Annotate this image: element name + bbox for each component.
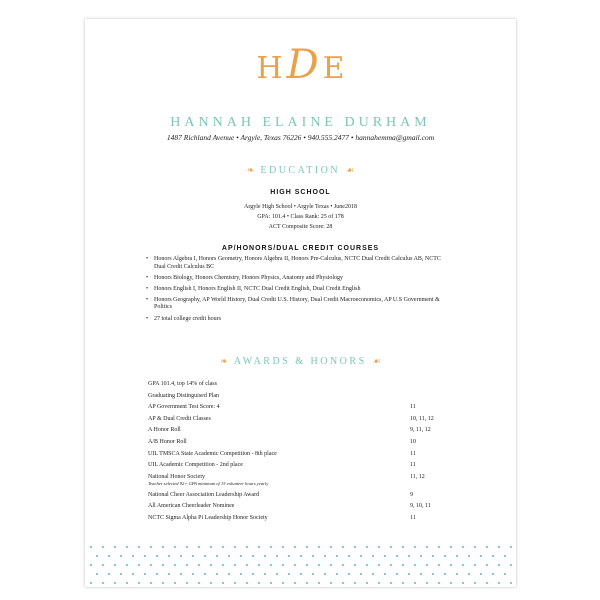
awards-title: AWARDS & HONORS [233, 356, 367, 367]
award-label: AP & Dual Credit Classes [148, 415, 211, 422]
bullet-icon: • [146, 274, 149, 281]
dot [246, 564, 248, 566]
dot [450, 564, 452, 566]
dot [366, 546, 368, 548]
bullet-icon: • [146, 315, 149, 322]
dot [498, 564, 500, 566]
dot [342, 546, 344, 548]
dot [342, 564, 344, 566]
dot [264, 573, 266, 575]
dot [150, 582, 152, 584]
dot [252, 573, 254, 575]
dot [474, 564, 476, 566]
dot [414, 546, 416, 548]
dot [318, 564, 320, 566]
dot [276, 573, 278, 575]
dot [354, 564, 356, 566]
dot [360, 555, 362, 557]
dot-pattern-footer [85, 544, 516, 587]
dot [324, 555, 326, 557]
award-label: A/B Honor Roll [148, 438, 187, 445]
dot [288, 573, 290, 575]
dot [180, 555, 182, 557]
award-label: GPA 101.4, top 14% of class [148, 381, 217, 387]
award-row [148, 515, 458, 527]
dot [318, 546, 320, 548]
dot [186, 582, 188, 584]
award-years: 10 [410, 438, 416, 445]
dot [96, 573, 98, 575]
award-row [148, 381, 458, 393]
monogram-right: E [322, 51, 345, 86]
dot [108, 555, 110, 557]
dot [390, 564, 392, 566]
bullet-icon: • [146, 285, 149, 292]
high-school-title: HIGH SCHOOL [270, 189, 331, 196]
dot [408, 555, 410, 557]
awards-heading [85, 356, 516, 367]
dot [468, 573, 470, 575]
award-row [148, 404, 458, 416]
dot [222, 546, 224, 548]
dot [294, 582, 296, 584]
dot [450, 582, 452, 584]
dot [420, 573, 422, 575]
dot [396, 555, 398, 557]
award-label: AP Government Test Score: 4 [148, 404, 220, 411]
dot [378, 582, 380, 584]
dot [162, 546, 164, 548]
high-school-line: Argyle High School • Argyle Texas • June2018 [244, 204, 357, 210]
dot [504, 555, 506, 557]
dot [114, 564, 116, 566]
dot [414, 564, 416, 566]
award-row [148, 393, 458, 405]
dot [138, 582, 140, 584]
dot [96, 555, 98, 557]
dot [438, 564, 440, 566]
dot [312, 573, 314, 575]
monogram-middle: D [286, 42, 319, 88]
dot [444, 555, 446, 557]
dot [312, 555, 314, 557]
dot [168, 573, 170, 575]
list-item: • Honors Algebra I, Honors Geometry, Honors Algebra II, Honors Pre-Calculus, NCTC Dual Credit Calculus AB, NCTC Dual Credit Calculus BC [146, 256, 441, 270]
dot [492, 555, 494, 557]
dot [258, 564, 260, 566]
dot [126, 546, 128, 548]
award-years: 9, 10, 11 [410, 503, 431, 510]
dot [210, 546, 212, 548]
dot [510, 582, 512, 584]
dot [480, 555, 482, 557]
dot [456, 573, 458, 575]
dot [162, 582, 164, 584]
dot [456, 555, 458, 557]
dot [156, 555, 158, 557]
dot [432, 573, 434, 575]
award-label: National Honor Society [148, 473, 205, 480]
high-school-line: GPA: 101.4 • Class Rank: 25 of 178 [257, 214, 344, 220]
dot [474, 582, 476, 584]
dot [120, 555, 122, 557]
award-row [148, 451, 458, 463]
dot [498, 582, 500, 584]
dot [270, 582, 272, 584]
dot [366, 564, 368, 566]
dot [120, 573, 122, 575]
dot [246, 546, 248, 548]
dot [414, 582, 416, 584]
award-row [148, 427, 458, 439]
dot [342, 582, 344, 584]
dot [378, 564, 380, 566]
dot [306, 564, 308, 566]
dot [144, 555, 146, 557]
award-row [148, 416, 458, 428]
dot [138, 564, 140, 566]
award-years: 11 [410, 462, 416, 469]
dot [126, 564, 128, 566]
dot [114, 546, 116, 548]
dot [462, 564, 464, 566]
ornament-left-icon: ❧ [220, 356, 228, 366]
dot [402, 546, 404, 548]
list-item: • 27 total college credit hours [146, 315, 221, 322]
dot [474, 546, 476, 548]
dot [330, 582, 332, 584]
dot [186, 546, 188, 548]
dot [510, 564, 512, 566]
dot [486, 564, 488, 566]
dot [210, 564, 212, 566]
dot [222, 582, 224, 584]
dot [294, 564, 296, 566]
award-row [148, 474, 458, 492]
award-years: 11, 12 [410, 473, 425, 480]
dot [228, 573, 230, 575]
dot [222, 564, 224, 566]
monogram [85, 42, 516, 88]
dot [156, 573, 158, 575]
ornament-left-icon: ❧ [246, 165, 255, 175]
dot [168, 555, 170, 557]
dot [276, 555, 278, 557]
dot [354, 546, 356, 548]
full-name: HANNAH ELAINE DURHAM [170, 115, 431, 130]
dot [114, 582, 116, 584]
dot [240, 573, 242, 575]
contact-line: 1487 Richland Avenue • Argyle, Texas 76226 • 940.555.2477 • hannahemma@gmail.com [166, 133, 435, 142]
dot [324, 573, 326, 575]
award-years: 10, 11, 12 [410, 415, 434, 422]
dot [90, 564, 92, 566]
dot [384, 555, 386, 557]
dot [372, 573, 374, 575]
resume-page [85, 19, 516, 587]
ornament-right-icon: ☙ [346, 165, 355, 175]
dot [336, 573, 338, 575]
dot [102, 546, 104, 548]
dot [132, 555, 134, 557]
dot [318, 582, 320, 584]
dot [204, 555, 206, 557]
dot [258, 582, 260, 584]
education-title: EDUCATION [260, 165, 341, 176]
dot [144, 573, 146, 575]
dot [246, 582, 248, 584]
dot [504, 573, 506, 575]
ornament-right-icon: ☙ [372, 356, 381, 366]
award-row [148, 492, 458, 504]
dot [270, 546, 272, 548]
dot [390, 546, 392, 548]
award-years: 9 [410, 491, 413, 498]
dot [180, 573, 182, 575]
dot [426, 546, 428, 548]
dot [192, 555, 194, 557]
dot [486, 582, 488, 584]
award-label: National Cheer Association Leadership Award [148, 491, 260, 498]
dot [306, 546, 308, 548]
award-row [148, 462, 458, 474]
dot [270, 564, 272, 566]
dot [354, 582, 356, 584]
high-school-details [85, 202, 516, 232]
dot [186, 564, 188, 566]
dot [300, 555, 302, 557]
award-label: All American Cheerleader Nominee [148, 503, 235, 510]
dot [438, 582, 440, 584]
award-label: Graduating Distinguised Plan [148, 392, 219, 399]
dot [198, 564, 200, 566]
dot [420, 555, 422, 557]
dot [264, 555, 266, 557]
dot [444, 573, 446, 575]
dot [216, 573, 218, 575]
dot [90, 582, 92, 584]
dot [294, 546, 296, 548]
dot [426, 564, 428, 566]
dot [174, 546, 176, 548]
dot [240, 555, 242, 557]
list-item: • Honors Biology, Honors Chemistry, Honors Physics, Anatomy and Physiology [146, 274, 344, 281]
dot [498, 546, 500, 548]
monogram-left: H [256, 51, 283, 86]
dot [300, 573, 302, 575]
dot [150, 546, 152, 548]
high-school-line: ACT Composite Score: 28 [268, 224, 333, 230]
dot [402, 564, 404, 566]
award-row [148, 503, 458, 515]
dot [234, 546, 236, 548]
dot [132, 573, 134, 575]
dot [510, 546, 512, 548]
dot [288, 555, 290, 557]
dot [150, 564, 152, 566]
dot [216, 555, 218, 557]
dot [426, 582, 428, 584]
dot [252, 555, 254, 557]
award-years: 11 [410, 404, 416, 411]
dot [492, 573, 494, 575]
award-label: UIL TMSCA State Academic Competition - 8th place [148, 450, 277, 457]
dot [462, 582, 464, 584]
dot [486, 546, 488, 548]
awards-list [148, 381, 458, 527]
award-label: UIL Academic Competition - 2nd place [148, 462, 243, 469]
dot [162, 564, 164, 566]
dot [90, 546, 92, 548]
dot [348, 555, 350, 557]
courses-title: AP/HONORS/DUAL CREDIT COURSES [221, 245, 380, 252]
dot [282, 582, 284, 584]
dot [330, 546, 332, 548]
dot [234, 564, 236, 566]
dot [282, 564, 284, 566]
dot [360, 573, 362, 575]
dot [396, 573, 398, 575]
award-years: 11 [410, 450, 416, 457]
courses-list [146, 256, 446, 327]
dot [336, 555, 338, 557]
bullet-icon: • [146, 256, 149, 262]
dot [306, 582, 308, 584]
dot [432, 555, 434, 557]
list-item: • Honors English I, Honors English II, NCTC Dual Credit English, Dual Credit English [146, 285, 361, 292]
award-years: 11 [410, 514, 416, 521]
dot [258, 546, 260, 548]
education-heading [85, 165, 516, 176]
award-label: NCTC Sigma Alpha Pi Leadership Honor Society [148, 514, 268, 521]
dot [174, 582, 176, 584]
dot [348, 573, 350, 575]
dot [282, 546, 284, 548]
dot [192, 573, 194, 575]
award-label: A Honor Roll [148, 427, 181, 434]
award-note: Teacher selected 92+ GPA minimum of 15 volunteer hours yearly [148, 480, 269, 486]
dot [408, 573, 410, 575]
dot [198, 582, 200, 584]
dot [102, 582, 104, 584]
dot [138, 546, 140, 548]
dot [108, 573, 110, 575]
dot [198, 546, 200, 548]
bullet-icon: • [146, 296, 149, 303]
dot [204, 573, 206, 575]
dot [126, 582, 128, 584]
dot [402, 582, 404, 584]
dot [480, 573, 482, 575]
list-item: • Honors Geography, AP World History, Dual Credit U.S. History, Dual Credit Macroeconomics, AP U.S Government & Politics [146, 296, 440, 311]
dot [438, 546, 440, 548]
dot [462, 546, 464, 548]
dot [450, 546, 452, 548]
dot [234, 582, 236, 584]
dot [330, 564, 332, 566]
dot [468, 555, 470, 557]
dot [378, 546, 380, 548]
dot [372, 555, 374, 557]
dot [210, 582, 212, 584]
dot [228, 555, 230, 557]
dot [384, 573, 386, 575]
dot [174, 564, 176, 566]
dot [390, 582, 392, 584]
award-row [148, 439, 458, 451]
award-years: 9, 11, 12 [410, 427, 431, 434]
dot [366, 582, 368, 584]
dot [102, 564, 104, 566]
